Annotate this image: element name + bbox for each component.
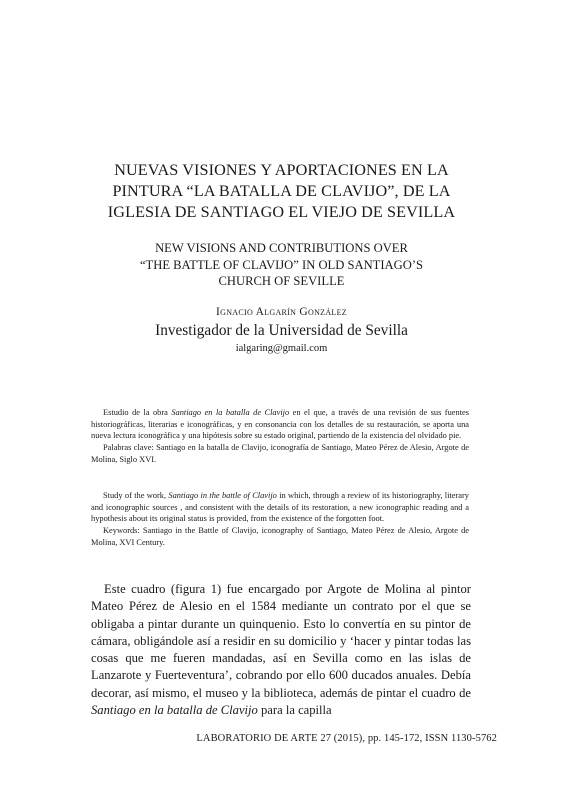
article-title-spanish <box>60 160 503 223</box>
abstract-spanish <box>91 407 469 466</box>
abstract-en-lead: Study of the work, <box>103 491 169 500</box>
abstract-en-text <box>91 490 469 525</box>
abstract-es-lead: Estudio de la obra <box>103 408 172 417</box>
body-paragraph-text: Este cuadro (figura 1) fue encargado por Argote de Molina al pintor Mateo Pérez de Alesio en el 1584 mediante un contrato por el que se obligaba a pintar durante un quinquenio. Esto lo convertía en su pintor de cámara, obligándole así a residir en su domicilio y ‘hacer y pintar todas las cosas que me fueren mandadas, así en Sevilla como en las islas de Lanzarote y Fuerteventura’, cobrando por ello 600 ducados anuales. Debía decorar, así mismo, el museo y la biblioteca, además de pintar el cuadro de <box>91 582 471 700</box>
title-en-line-2: “THE BATTLE OF CLAVIJO” IN OLD SANTIAGO’S <box>139 257 424 272</box>
body-paragraph-tail: para la capilla <box>257 703 332 718</box>
author-name: Ignacio Algarín González <box>216 306 347 318</box>
abstract-en-work-title: Santiago in the battle of Clavijo <box>168 491 277 500</box>
abstract-es-work-title: Santiago en la batalla de Clavijo <box>171 408 290 417</box>
abstract-es-text <box>91 407 469 442</box>
title-en-line-1: NEW VISIONS AND CONTRIBUTIONS OVER <box>155 241 408 255</box>
title-en-line-3: CHURCH OF SEVILLE <box>218 274 345 288</box>
keywords-english: Keywords: Santiago in the Battle of Clavijo, iconography of Santiago, Mateo Pérez de Alesio, Argote de Molina, XVI Century. <box>91 526 469 547</box>
abstract-es-rest: en el que, a través de una revisión de sus fuentes historiográficas, literarias e iconográficas, y en consonancia con los detalles de su restauración, se aporta una nueva lectura iconográfica y una hipótesis sobre su estado original, partiendo de la existencia del olvidado pie. <box>91 408 469 441</box>
title-es-line-2: PINTURA “LA BATALLA DE CLAVIJO”, DE LA <box>112 182 451 200</box>
journal-footer: LABORATORIO DE ARTE 27 (2015), pp. 145-172, ISSN 1130-5762 <box>196 733 497 744</box>
body-paragraph <box>91 581 471 719</box>
article-title-english <box>80 240 483 290</box>
author-email: ialgaring@gmail.com <box>235 343 328 354</box>
body-text <box>91 581 471 719</box>
title-es-line-3: IGLESIA DE SANTIAGO EL VIEJO DE SEVILLA <box>107 203 456 221</box>
abstract-en-rest: in which, through a review of its historiography, literary and iconographic sources , and consistent with the details of its restoration, a new iconographic reading and a hypothesis about its original status is provided, from the existence of the forgotten foot. <box>91 491 469 524</box>
author-affiliation: Investigador de la Universidad de Sevilla <box>155 322 408 339</box>
abstract-english <box>91 490 469 549</box>
title-es-line-1: NUEVAS VISIONES Y APORTACIONES EN LA <box>114 161 449 179</box>
keywords-spanish: Palabras clave: Santiago en la batalla de Clavijo, iconografía de Santiago, Mateo Pérez de Alesio, Argote de Molina, Siglo XVI. <box>91 443 469 464</box>
body-work-title: Santiago en la batalla de Clavijo <box>91 703 258 718</box>
